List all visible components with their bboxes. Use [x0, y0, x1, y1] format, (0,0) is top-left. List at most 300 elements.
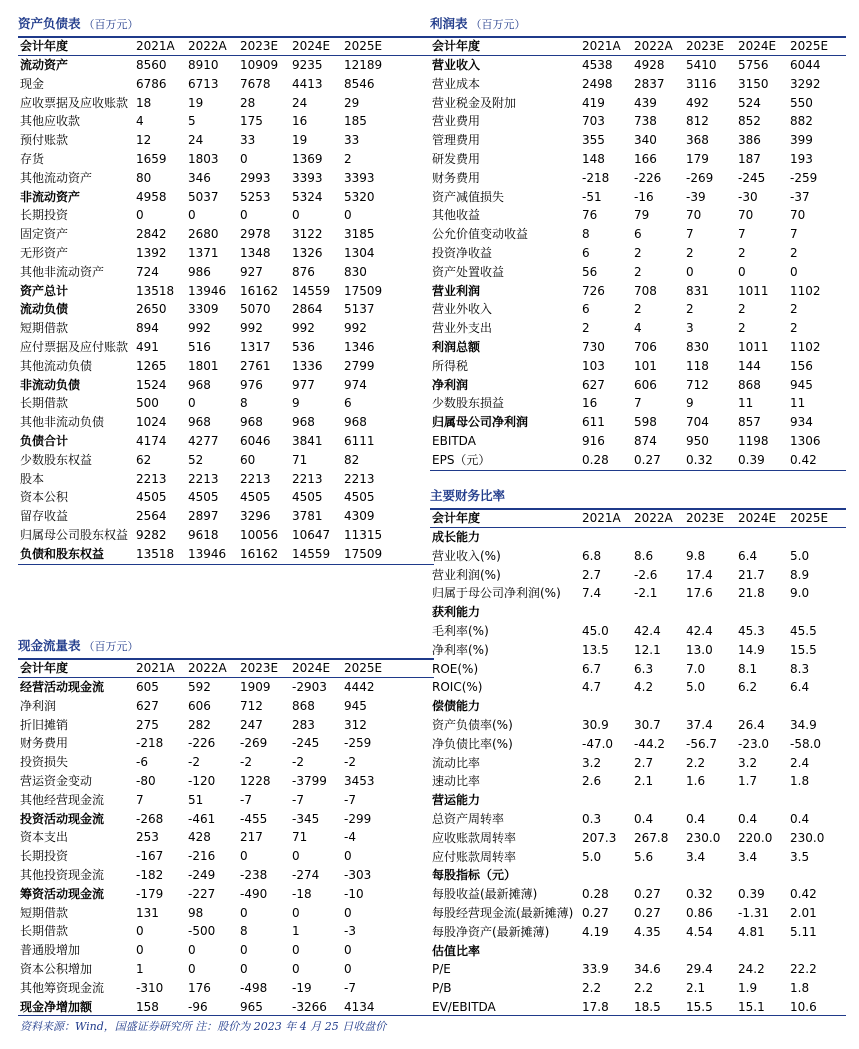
- cell-value: [634, 942, 686, 961]
- cell-value: 267.8: [634, 830, 669, 845]
- row-label: 营业收入: [432, 58, 481, 72]
- cell-value: 9.0: [790, 586, 810, 601]
- row-label: 净利润: [432, 377, 469, 392]
- row-label: 资产处置收益: [432, 264, 505, 279]
- cell-value: 6.4: [738, 548, 758, 563]
- cell-value: 550: [790, 95, 813, 110]
- cell-value: 968: [292, 415, 315, 430]
- cell-value: 220.0: [738, 830, 773, 845]
- cell-value: 17509: [344, 283, 383, 298]
- table-row: [430, 923, 846, 942]
- cell-value: 0.4: [738, 811, 758, 826]
- table-row: [18, 282, 434, 301]
- cell-value: 598: [634, 415, 657, 430]
- cell-value: 3296: [240, 509, 271, 524]
- cell-value: 0: [136, 943, 144, 958]
- row-label: 负债和股东权益: [20, 546, 105, 561]
- table-row: [430, 547, 846, 566]
- cell-value: 2978: [240, 227, 271, 242]
- row-label: 成长能力: [432, 530, 481, 544]
- table-row: [430, 75, 846, 94]
- cell-value: -498: [240, 980, 268, 995]
- cell-value: 5253: [240, 189, 271, 204]
- cell-value: 1304: [344, 245, 375, 260]
- table-row: [430, 735, 846, 754]
- cell-value: 7: [738, 227, 746, 242]
- table-row: [430, 319, 846, 338]
- header-year: 2024E: [738, 39, 777, 53]
- cell-value: 0: [188, 396, 196, 411]
- table-row: [18, 112, 434, 131]
- table-row: [430, 451, 846, 470]
- cell-value: 42.4: [686, 623, 713, 638]
- cell-value: 16: [292, 114, 308, 129]
- cell-value: 976: [240, 377, 263, 392]
- balance-unit: （百万元）: [83, 18, 139, 31]
- table-row: [430, 169, 846, 188]
- cell-value: -3: [344, 924, 356, 939]
- cell-value: 26.4: [738, 717, 765, 732]
- cell-value: 2680: [188, 227, 219, 242]
- cell-value: 13946: [188, 283, 227, 298]
- cell-value: 2.7: [634, 755, 654, 770]
- cell-value: 355: [582, 133, 605, 148]
- cell-value: 830: [344, 264, 367, 279]
- row-label: 管理费用: [432, 133, 481, 148]
- cell-value: 16162: [240, 283, 279, 298]
- cell-value: 9.8: [686, 548, 706, 563]
- table-row: [18, 206, 434, 225]
- cell-value: 33: [344, 133, 360, 148]
- table-row: [430, 376, 846, 395]
- row-label: 长期投资: [20, 849, 69, 864]
- cell-value: 4928: [634, 58, 665, 72]
- cell-value: 0.28: [582, 887, 609, 902]
- row-label: 营运资金变动: [20, 773, 93, 788]
- row-label: 存货: [20, 151, 45, 166]
- cell-value: 24.2: [738, 962, 765, 977]
- cell-value: [634, 866, 686, 885]
- cell-value: 2: [634, 264, 642, 279]
- row-label: 固定资产: [20, 227, 69, 242]
- cell-value: 3292: [790, 76, 821, 91]
- row-label: 其他投资现金流: [20, 867, 105, 882]
- balance-title-text: 资产负债表: [18, 16, 81, 31]
- cell-value: 4.2: [634, 680, 654, 695]
- table-row: [18, 56, 434, 75]
- cell-value: 977: [292, 377, 315, 392]
- table-row: [18, 922, 434, 941]
- cell-value: 3: [686, 321, 694, 336]
- table-row: [18, 526, 434, 545]
- cell-value: [738, 697, 790, 716]
- cell-value: 2213: [188, 471, 219, 486]
- cell-value: 1909: [240, 680, 271, 694]
- cell-value: 33.9: [582, 962, 609, 977]
- row-label: 利润总额: [432, 339, 481, 354]
- row-label: EBITDA: [432, 433, 476, 448]
- footer-divider: [18, 1015, 846, 1016]
- cell-value: 945: [790, 377, 813, 392]
- cell-value: 492: [686, 95, 709, 110]
- cell-value: 0.86: [686, 905, 713, 920]
- cell-value: -37: [790, 189, 810, 204]
- ratios-panel: [430, 484, 846, 1017]
- cell-value: 34.6: [634, 962, 661, 977]
- cell-value: 7: [634, 396, 642, 411]
- cell-value: -490: [240, 886, 268, 901]
- cell-value: 2837: [634, 76, 665, 91]
- cell-value: 5324: [292, 189, 323, 204]
- row-label: 净利率(%): [432, 642, 489, 657]
- cell-value: 2.1: [634, 774, 654, 789]
- cell-value: 1803: [188, 151, 219, 166]
- cell-value: 4.19: [582, 924, 609, 939]
- cell-value: 4.35: [634, 924, 661, 939]
- cell-value: 9: [686, 396, 694, 411]
- cell-value: -19: [292, 980, 312, 995]
- cell-value: 5037: [188, 189, 219, 204]
- table-row: [430, 829, 846, 848]
- table-row: [18, 866, 434, 885]
- row-label: 少数股东损益: [432, 396, 505, 411]
- table-row: [430, 678, 846, 697]
- cell-value: 217: [240, 830, 263, 845]
- cell-value: 6046: [240, 433, 271, 448]
- cell-value: -2: [344, 755, 356, 770]
- row-label: 其他非流动负债: [20, 415, 105, 430]
- cell-value: 2897: [188, 509, 219, 524]
- table-row: [430, 56, 846, 75]
- cell-value: 45.0: [582, 623, 609, 638]
- cell-value: 24: [188, 133, 204, 148]
- table-row: [18, 131, 434, 150]
- cell-value: [790, 942, 842, 961]
- cell-value: -2.6: [634, 567, 658, 582]
- cell-value: 3453: [344, 773, 375, 788]
- cell-value: 738: [634, 114, 657, 129]
- table-row: [18, 545, 434, 564]
- section-row: [430, 697, 846, 716]
- table-row: [430, 885, 846, 904]
- cell-value: [686, 866, 738, 885]
- table-row: [430, 772, 846, 791]
- cell-value: 29.4: [686, 962, 713, 977]
- cell-value: 2650: [136, 302, 167, 317]
- cell-value: 17.8: [582, 999, 609, 1014]
- cell-value: 874: [634, 433, 657, 448]
- cell-value: 12.1: [634, 642, 661, 657]
- cell-value: 7.0: [686, 661, 706, 676]
- row-label: 资本支出: [20, 830, 69, 845]
- cell-value: -218: [582, 170, 610, 185]
- cell-value: 2: [686, 302, 694, 317]
- cell-value: 3.2: [582, 755, 602, 770]
- cell-value: 0.3: [582, 811, 602, 826]
- header-year: 2025E: [790, 511, 829, 525]
- cell-value: 3.4: [738, 849, 758, 864]
- row-label: 毛利率(%): [432, 623, 489, 638]
- cell-value: -218: [136, 736, 164, 751]
- cell-value: 500: [136, 396, 159, 411]
- income-header-row: [430, 38, 846, 56]
- cell-value: 5.0: [582, 849, 602, 864]
- section-row: [430, 942, 846, 961]
- cell-value: 1.8: [790, 774, 810, 789]
- cell-value: 28: [240, 95, 256, 110]
- cell-value: 4: [634, 321, 642, 336]
- cell-value: 7678: [240, 76, 271, 91]
- row-label: 资产减值损失: [432, 189, 505, 204]
- row-label: 估值比率: [432, 943, 481, 958]
- cell-value: 30.9: [582, 717, 609, 732]
- cell-value: 368: [686, 133, 709, 148]
- table-row: [18, 828, 434, 847]
- cell-value: [582, 791, 634, 810]
- row-label: 短期借款: [20, 321, 69, 336]
- cell-value: [790, 528, 842, 547]
- cell-value: 0.27: [634, 452, 661, 467]
- row-label: 每股净资产(最新摊薄): [432, 924, 550, 939]
- row-label: 负债合计: [20, 433, 69, 448]
- cell-value: 3150: [738, 76, 769, 91]
- cell-value: 10056: [240, 527, 279, 542]
- table-row: [430, 150, 846, 169]
- table-row: [18, 394, 434, 413]
- row-label: 营业利润: [432, 283, 481, 298]
- table-row: [430, 566, 846, 585]
- cell-value: 4.7: [582, 680, 602, 695]
- cell-value: 1317: [240, 339, 271, 354]
- cell-value: 2864: [292, 302, 323, 317]
- cell-value: 876: [292, 264, 315, 279]
- header-year: 2022A: [188, 661, 227, 675]
- row-label: 其他收益: [432, 208, 481, 223]
- cell-value: 6: [582, 302, 590, 317]
- cell-value: 230.0: [790, 830, 825, 845]
- table-row: [18, 75, 434, 94]
- row-label: 无形资产: [20, 245, 69, 260]
- cell-value: 14559: [292, 546, 331, 561]
- cell-value: 3122: [292, 227, 323, 242]
- cell-value: 8.1: [738, 661, 758, 676]
- cell-value: -245: [738, 170, 766, 185]
- cell-value: 1371: [188, 245, 219, 260]
- cell-value: [738, 942, 790, 961]
- cell-value: 8: [240, 924, 248, 939]
- row-label: 营业成本: [432, 76, 481, 91]
- cell-value: -6: [136, 755, 148, 770]
- table-row: [18, 188, 434, 207]
- cell-value: 0: [344, 849, 352, 864]
- cell-value: 8.3: [790, 661, 810, 676]
- cashflow-unit: （百万元）: [83, 640, 139, 653]
- cell-value: 16: [582, 396, 598, 411]
- cell-value: 185: [344, 114, 367, 129]
- header-year: 2022A: [634, 511, 673, 525]
- cell-value: -16: [634, 189, 654, 204]
- row-label: 速动比率: [432, 774, 481, 789]
- cell-value: 1306: [790, 433, 821, 448]
- row-label: 归属母公司股东权益: [20, 527, 129, 542]
- cell-value: [686, 942, 738, 961]
- cell-value: 0: [240, 943, 248, 958]
- cell-value: 6.8: [582, 548, 602, 563]
- cell-value: 703: [582, 114, 605, 129]
- cell-value: [790, 866, 842, 885]
- cell-value: -30: [738, 189, 758, 204]
- cell-value: 187: [738, 151, 761, 166]
- cell-value: -274: [292, 867, 320, 882]
- cell-value: 7: [790, 227, 798, 242]
- cell-value: 1.6: [686, 774, 706, 789]
- cell-value: 0: [240, 151, 248, 166]
- cell-value: 17.6: [686, 586, 713, 601]
- cell-value: 3781: [292, 509, 323, 524]
- header-year: 2023E: [240, 661, 279, 675]
- row-label: 营业外收入: [432, 302, 493, 317]
- cell-value: 70: [790, 208, 806, 223]
- row-label: 长期借款: [20, 396, 69, 411]
- cell-value: 927: [240, 264, 263, 279]
- cell-value: 34.9: [790, 717, 817, 732]
- table-row: [430, 112, 846, 131]
- table-row: [18, 376, 434, 395]
- cell-value: 0: [292, 905, 300, 920]
- cell-value: 2.01: [790, 905, 817, 920]
- cell-value: 10647: [292, 527, 331, 542]
- row-label: 营业收入(%): [432, 548, 501, 563]
- cell-value: 6: [582, 245, 590, 260]
- cell-value: 176: [188, 980, 211, 995]
- cell-value: -2: [292, 755, 304, 770]
- cell-value: 0: [292, 961, 300, 976]
- cell-value: 606: [634, 377, 657, 392]
- cell-value: -269: [240, 736, 268, 751]
- table-row: [430, 188, 846, 207]
- row-label: 资产负债率(%): [432, 717, 513, 732]
- cell-value: 6: [344, 396, 352, 411]
- cashflow-header-row: [18, 660, 434, 678]
- cell-value: 4505: [344, 490, 375, 505]
- cell-value: 4: [136, 114, 144, 129]
- row-label: 营业费用: [432, 114, 481, 129]
- cell-value: 98: [188, 905, 204, 920]
- cell-value: 175: [240, 114, 263, 129]
- cell-value: 5.0: [790, 548, 810, 563]
- cell-value: -226: [188, 736, 216, 751]
- income-unit: （百万元）: [470, 18, 526, 31]
- cell-value: [738, 791, 790, 810]
- cell-value: [582, 603, 634, 622]
- row-label: 现金: [20, 76, 45, 91]
- cell-value: 0.27: [634, 887, 661, 902]
- cell-value: 0: [292, 849, 300, 864]
- cell-value: 52: [188, 452, 204, 467]
- table-row: [430, 754, 846, 773]
- cell-value: -303: [344, 867, 372, 882]
- cell-value: 2761: [240, 358, 271, 373]
- cell-value: 974: [344, 377, 367, 392]
- cell-value: 2: [790, 245, 798, 260]
- row-label: 资产总计: [20, 283, 69, 298]
- cell-value: 606: [188, 698, 211, 713]
- cell-value: 7: [686, 227, 694, 242]
- row-label: 流动比率: [432, 755, 481, 770]
- cell-value: 21.7: [738, 567, 765, 582]
- cell-value: 611: [582, 415, 605, 430]
- cell-value: 156: [790, 358, 813, 373]
- row-label: 每股经营现金流(最新摊薄): [432, 905, 574, 920]
- cell-value: 0: [344, 208, 352, 223]
- cell-value: 79: [634, 208, 650, 223]
- cell-value: 4505: [136, 490, 167, 505]
- cell-value: 2: [686, 245, 694, 260]
- cell-value: -179: [136, 886, 164, 901]
- cell-value: 708: [634, 283, 657, 298]
- table-row: [18, 225, 434, 244]
- row-label: 营业利润(%): [432, 567, 501, 582]
- cell-value: 8560: [136, 58, 167, 72]
- table-row: [18, 338, 434, 357]
- cell-value: 275: [136, 717, 159, 732]
- cell-value: -120: [188, 773, 216, 788]
- cell-value: [790, 603, 842, 622]
- table-row: [430, 225, 846, 244]
- cell-value: 247: [240, 717, 263, 732]
- table-row: [430, 432, 846, 451]
- row-label: 净负债比率(%): [432, 736, 513, 751]
- cell-value: 4.54: [686, 924, 713, 939]
- header-year: 2021A: [136, 39, 175, 53]
- cell-value: 0.32: [686, 887, 713, 902]
- cell-value: [686, 528, 738, 547]
- cell-value: 3841: [292, 433, 323, 448]
- cell-value: 0: [344, 943, 352, 958]
- row-label: 筹资活动现金流: [20, 886, 105, 901]
- cell-value: -10: [344, 886, 364, 901]
- cell-value: 1102: [790, 283, 821, 298]
- table-row: [18, 413, 434, 432]
- table-row: [430, 338, 846, 357]
- cell-value: 33: [240, 133, 256, 148]
- table-row: [430, 848, 846, 867]
- cell-value: 712: [686, 377, 709, 392]
- cell-value: 70: [686, 208, 702, 223]
- cell-value: 17509: [344, 546, 383, 561]
- cell-value: [582, 866, 634, 885]
- cell-value: 9618: [188, 527, 219, 542]
- cell-value: 2: [738, 321, 746, 336]
- header-year: 2023E: [686, 511, 725, 525]
- cell-value: 6786: [136, 76, 167, 91]
- cell-value: 179: [686, 151, 709, 166]
- cell-value: 118: [686, 358, 709, 373]
- cell-value: -7: [292, 792, 304, 807]
- table-row: [430, 660, 846, 679]
- cell-value: 4309: [344, 509, 375, 524]
- cell-value: 4538: [582, 58, 613, 72]
- cell-value: 253: [136, 830, 159, 845]
- cell-value: -44.2: [634, 736, 666, 751]
- cell-value: [686, 791, 738, 810]
- table-row: [18, 507, 434, 526]
- cell-value: 852: [738, 114, 761, 129]
- cell-value: 4958: [136, 189, 167, 204]
- cell-value: 29: [344, 95, 360, 110]
- row-label: 其他非流动资产: [20, 264, 105, 279]
- row-label: 流动资产: [20, 58, 69, 72]
